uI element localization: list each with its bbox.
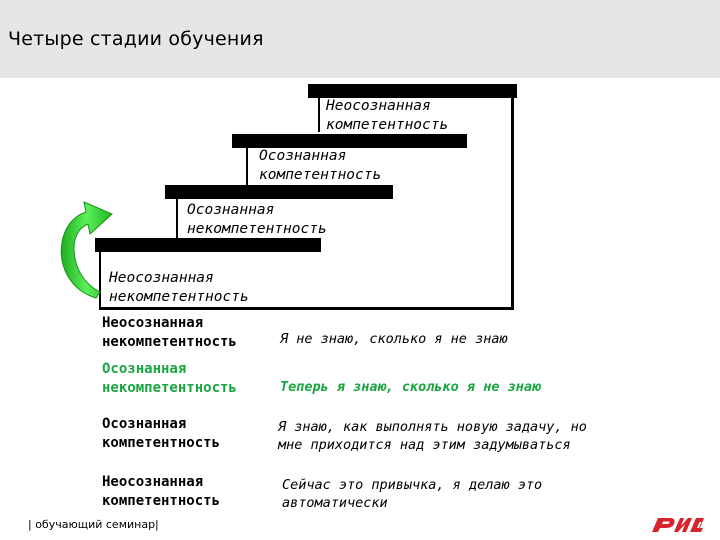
rzd-logo: [650, 512, 706, 534]
definition-term-line: Осознанная: [102, 416, 187, 432]
definition-description-line: мне приходится над этим задумываться: [278, 437, 571, 453]
page-title: Четыре стадии обучения: [8, 28, 264, 50]
definition-term: [102, 314, 237, 352]
definition-term-line: Неосознанная: [102, 315, 204, 331]
definition-term-line: компетентность: [102, 493, 221, 509]
step-bar-unconscious-incompetence: [95, 238, 321, 252]
definition-term: [102, 415, 220, 453]
staircase-outline-right: [511, 95, 514, 309]
definition-term-highlighted: [102, 360, 237, 398]
step-label-line: Осознанная: [187, 202, 275, 218]
definition-description: [282, 476, 542, 512]
footer-text: | обучающий семинар|: [28, 518, 159, 531]
definition-description-highlighted: [280, 378, 540, 396]
step-label-unconscious-incompetence: [109, 269, 249, 307]
definition-term-line: некомпетентность: [102, 334, 237, 350]
definition-description-line: автоматически: [282, 495, 388, 511]
staircase-outline-bottom: [99, 307, 514, 310]
header-bar: [0, 0, 720, 78]
definition-description: [278, 418, 587, 454]
step-bar-conscious-incompetence: [165, 185, 393, 199]
definition-term: [102, 473, 220, 511]
step-label-unconscious-competence: [326, 97, 448, 135]
step-label-line: некомпетентность: [187, 221, 327, 237]
definition-term-line: Неосознанная: [102, 474, 204, 490]
step-riser-conscious-competence: [246, 146, 248, 186]
definition-term-line: компетентность: [102, 435, 221, 451]
step-label-line: компетентность: [326, 117, 449, 133]
definition-description-line: Сейчас это привычка, я делаю это: [282, 477, 543, 493]
step-label-line: компетентность: [259, 167, 382, 183]
step-label-conscious-competence: [259, 147, 381, 185]
step-label-line: Осознанная: [259, 148, 347, 164]
step-label-conscious-incompetence: [187, 201, 327, 239]
definition-term-line: Осознанная: [102, 361, 187, 377]
step-label-line: Неосознанная: [326, 98, 431, 114]
step-bar-unconscious-competence: [308, 84, 517, 98]
curved-arrow-up-right-icon: [52, 190, 122, 302]
definition-description-line: Я не знаю, сколько я не знаю: [280, 331, 508, 347]
definition-description-line: Теперь я знаю, сколько я не знаю: [280, 379, 541, 395]
step-bar-conscious-competence: [232, 134, 467, 148]
definition-description-line: Я знаю, как выполнять новую задачу, но: [278, 419, 587, 435]
step-label-line: Неосознанная: [109, 270, 214, 286]
step-riser-conscious-incompetence: [176, 197, 178, 241]
definition-term-line: некомпетентность: [102, 380, 237, 396]
step-label-line: некомпетентность: [109, 289, 249, 305]
step-riser-unconscious-competence: [318, 96, 320, 132]
definition-description: [280, 330, 508, 348]
